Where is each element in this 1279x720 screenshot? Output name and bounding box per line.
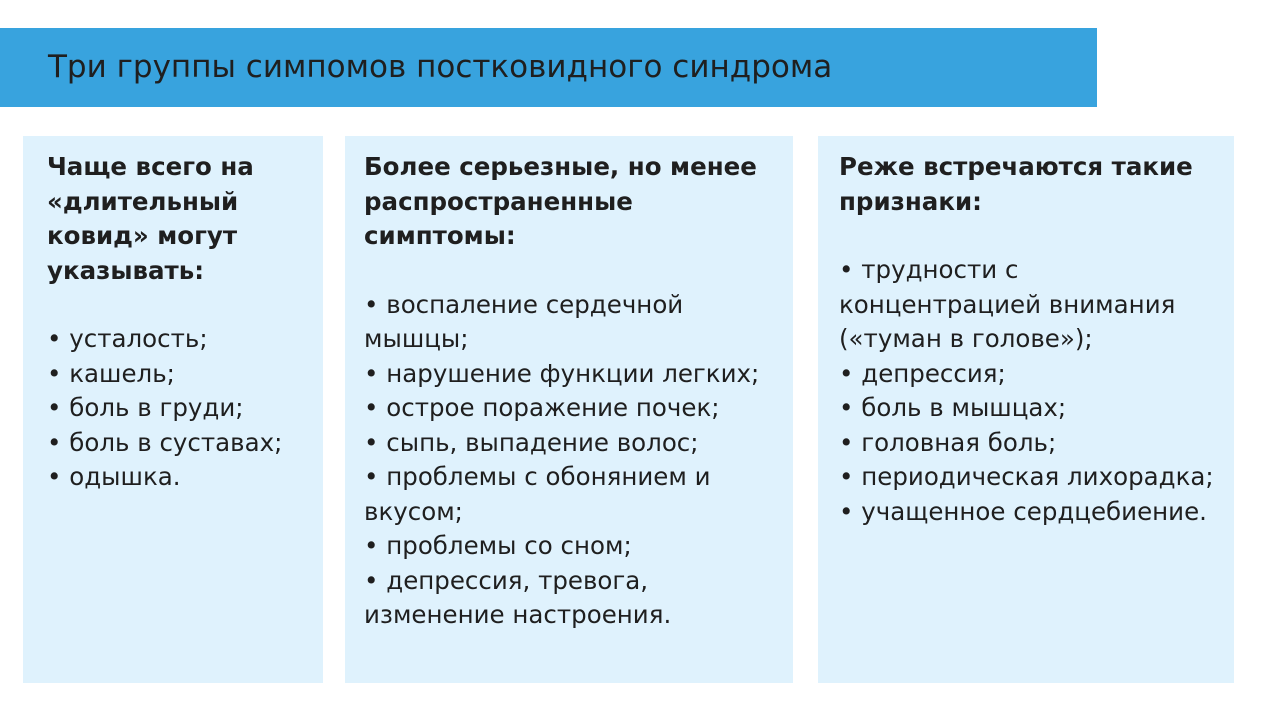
column-heading: Реже встречаются такие признаки: [839,152,1193,216]
list-item: • кашель; [47,358,175,388]
list-item: • одышка. [47,462,181,491]
column-heading: Более серьезные, но менее распространенные симптомы: [364,152,757,250]
list-item: • проблемы с обонянием и вкусом; [364,462,711,526]
list-item: • острое поражение почек; [364,393,720,422]
list-item: • проблемы со сном; [364,531,632,560]
list-item: • депрессия, тревога, изменение настроения. [364,565,672,629]
list-item: • периодическая лихорадка; [839,462,1214,491]
list-item: • боль в мышцах; [839,393,1067,422]
list-item: • воспаление сердечной мышцы; [364,289,684,353]
list-item: • нарушение функции легких; [364,358,760,388]
symptom-list [364,288,787,633]
list-item: • трудности с концентрацией внимания («туман в голове»); [839,255,1176,353]
page-title: Три группы симпомов постковидного синдрома [48,49,833,85]
list-item: • головная боль; [839,427,1057,457]
list-item: • боль в груди; [47,393,244,422]
list-item: • усталость; [47,324,208,353]
column-common-symptoms [23,136,323,683]
list-item: • сыпь, выпадение волос; [364,427,699,457]
title-banner [0,28,1097,107]
list-item: • учащенное сердцебиение. [839,496,1207,526]
column-rare-symptoms [818,136,1234,683]
symptom-list [839,253,1228,529]
column-heading: Чаще всего на «длительный ковид» могут указывать: [47,152,254,285]
list-item: • боль в суставах; [47,427,283,457]
symptom-list [47,322,319,495]
column-serious-symptoms [345,136,793,683]
list-item: • депрессия; [839,358,1006,388]
